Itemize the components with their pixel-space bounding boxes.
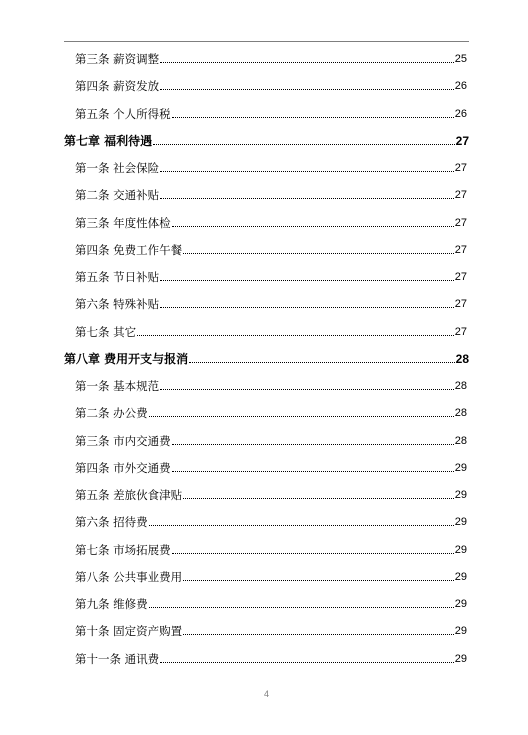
dot-leader (160, 662, 454, 663)
dot-leader (149, 525, 454, 526)
toc-entry-row[interactable] (75, 105, 467, 121)
toc-entry-row[interactable] (75, 50, 467, 66)
toc-label: 第六条 特殊补贴 (75, 297, 160, 311)
dot-leader (160, 198, 454, 199)
dot-leader (172, 471, 454, 472)
toc-page-number: 27 (454, 298, 467, 310)
toc-entry-row[interactable] (75, 159, 467, 175)
toc-entry-row[interactable] (75, 432, 467, 448)
toc-entry-row[interactable] (75, 650, 467, 666)
toc-entry-row[interactable] (75, 404, 467, 420)
toc-page-number: 27 (454, 271, 467, 283)
dot-leader (153, 144, 454, 145)
toc-entry-row[interactable] (75, 77, 467, 93)
toc-label: 第八章 费用开支与报消 (64, 352, 189, 366)
toc-label: 第七条 市场拓展费 (75, 543, 171, 557)
toc-entry-row[interactable] (75, 323, 467, 339)
toc-page-number: 26 (454, 108, 467, 120)
toc-label: 第三条 年度性体检 (75, 216, 171, 230)
toc-label: 第六条 招待费 (75, 515, 148, 529)
toc-page-number: 29 (454, 516, 467, 528)
toc-entry-row[interactable] (75, 568, 467, 584)
toc-label: 第五条 个人所得税 (75, 107, 171, 121)
toc-page-number: 27 (455, 134, 469, 148)
toc-page-number: 29 (454, 653, 467, 665)
toc-label: 第七章 福利待遇 (64, 134, 153, 148)
dot-leader (149, 416, 454, 417)
toc-label: 第三条 薪资调整 (75, 52, 160, 66)
dot-leader (160, 89, 454, 90)
toc-page-number: 27 (454, 189, 467, 201)
toc-label: 第一条 社会保险 (75, 161, 160, 175)
dot-leader (172, 553, 454, 554)
toc-page-number: 29 (454, 571, 467, 583)
toc-entry-row[interactable] (75, 214, 467, 230)
dot-leader (160, 62, 454, 63)
toc-entry-row[interactable] (75, 241, 467, 257)
toc-page-number: 28 (454, 407, 467, 419)
toc-page-number: 28 (454, 380, 467, 392)
toc-page-number: 29 (454, 625, 467, 637)
dot-leader (172, 226, 454, 227)
dot-leader (189, 362, 454, 363)
toc-label: 第九条 维修费 (75, 597, 148, 611)
toc-page-number: 29 (454, 598, 467, 610)
toc-label: 第四条 薪资发放 (75, 79, 160, 93)
toc-entry-row[interactable] (75, 459, 467, 475)
toc-page-number: 27 (454, 162, 467, 174)
toc-entry-row[interactable] (75, 268, 467, 284)
toc-page-number: 26 (454, 80, 467, 92)
dot-leader (183, 498, 454, 499)
toc-page-number: 25 (454, 53, 467, 65)
toc-page-number: 29 (454, 462, 467, 474)
toc-label: 第十一条 通讯费 (75, 652, 160, 666)
toc-entry-row[interactable] (75, 595, 467, 611)
toc-label: 第八条 公共事业费用 (75, 570, 183, 584)
dot-leader (149, 607, 454, 608)
toc-label: 第五条 节日补贴 (75, 270, 160, 284)
toc-page-number: 27 (454, 244, 467, 256)
toc-chapter-row[interactable] (64, 350, 469, 366)
toc-page-number: 28 (454, 435, 467, 447)
toc-label: 第七条 其它 (75, 325, 137, 339)
dot-leader (160, 171, 454, 172)
toc-entry-row[interactable] (75, 295, 467, 311)
header-rule (64, 41, 469, 42)
dot-leader (183, 634, 454, 635)
toc-label: 第四条 市外交通费 (75, 461, 171, 475)
toc-page-number: 27 (454, 217, 467, 229)
dot-leader (137, 335, 454, 336)
toc-label: 第一条 基本规范 (75, 379, 160, 393)
toc-label: 第十条 固定资产购置 (75, 624, 183, 638)
toc-label: 第三条 市内交通费 (75, 434, 171, 448)
toc-page-number: 28 (455, 352, 469, 366)
toc-chapter-row[interactable] (64, 132, 469, 148)
dot-leader (172, 444, 454, 445)
toc-label: 第二条 交通补贴 (75, 188, 160, 202)
toc-page-number: 29 (454, 489, 467, 501)
page-number: 4 (263, 689, 269, 699)
toc-label: 第四条 免费工作午餐 (75, 243, 183, 257)
toc-entry-row[interactable] (75, 186, 467, 202)
toc-entry-row[interactable] (75, 622, 467, 638)
toc-label: 第五条 差旅伙食津贴 (75, 488, 183, 502)
toc-page-number: 29 (454, 544, 467, 556)
dot-leader (183, 253, 454, 254)
dot-leader (160, 307, 454, 308)
toc-entry-row[interactable] (75, 486, 467, 502)
toc-label: 第二条 办公费 (75, 406, 148, 420)
dot-leader (160, 280, 454, 281)
toc-entry-row[interactable] (75, 541, 467, 557)
dot-leader (172, 117, 454, 118)
toc-entry-row[interactable] (75, 377, 467, 393)
toc-page-number: 27 (454, 326, 467, 338)
dot-leader (160, 389, 454, 390)
dot-leader (183, 580, 454, 581)
toc-entry-row[interactable] (75, 513, 467, 529)
